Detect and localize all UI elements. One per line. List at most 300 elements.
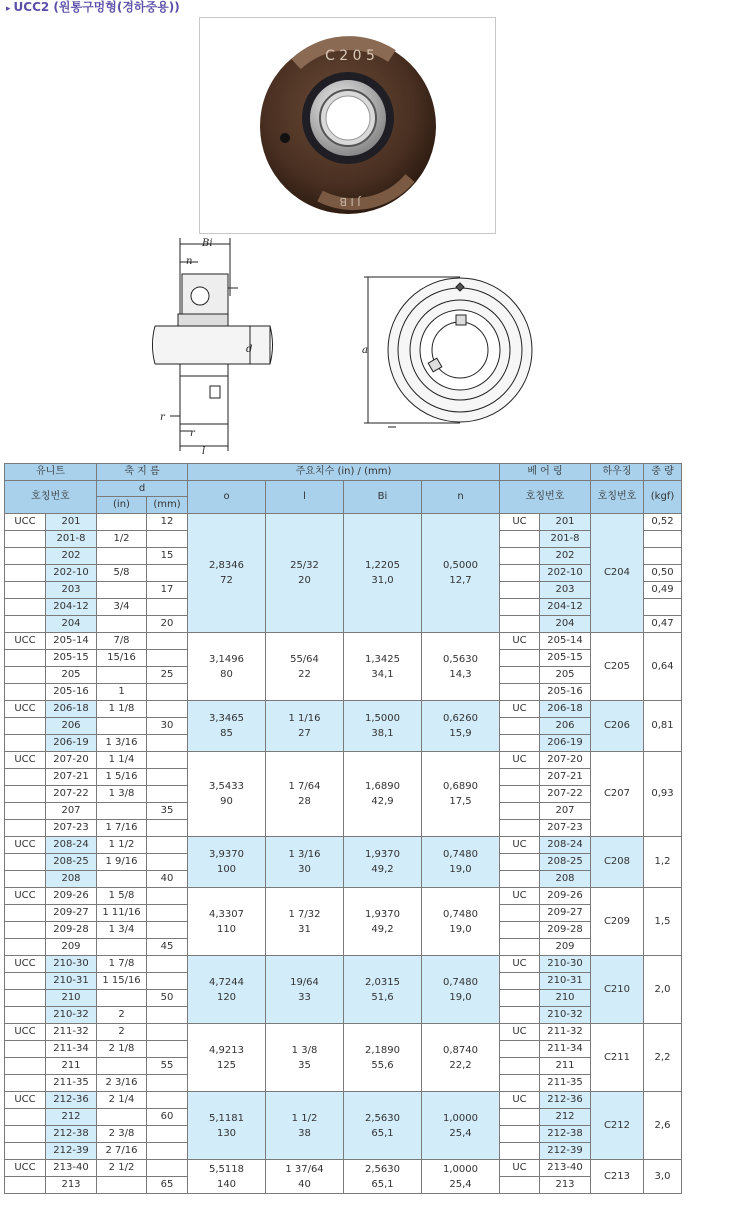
dimension-bi-inch: 1,9370	[365, 908, 400, 920]
header-l: l	[266, 481, 344, 514]
bearing-number-cell: 204-12	[540, 599, 591, 616]
dimension-bi-cell	[344, 956, 422, 1024]
unit-number-cell: 204-12	[46, 599, 97, 616]
label-a: a	[362, 345, 368, 356]
dimension-o-cell	[188, 837, 266, 888]
dimension-l-cell	[266, 1160, 344, 1194]
weight-cell	[644, 548, 682, 565]
unit-series-cell: UCC	[5, 888, 46, 905]
dimension-bi-inch: 2,0315	[365, 976, 400, 988]
table-row	[5, 752, 682, 769]
dimension-o-mm: 110	[216, 923, 237, 935]
dimension-n-mm: 22,2	[449, 1059, 472, 1071]
unit-number-cell: 212-38	[46, 1126, 97, 1143]
unit-number-cell: 208-24	[46, 837, 97, 854]
shaft-mm-cell	[147, 905, 188, 922]
housing-number-cell: C212	[591, 1092, 644, 1160]
bearing-series-cell	[500, 1126, 540, 1143]
bearing-series-cell	[500, 854, 540, 871]
dimension-bi-cell	[344, 888, 422, 956]
dimension-n-cell	[422, 956, 500, 1024]
shaft-inch-cell	[97, 514, 147, 531]
dimension-o-inch: 4,9213	[209, 1044, 244, 1056]
weight-cell	[644, 599, 682, 616]
dimension-n-cell	[422, 1024, 500, 1092]
unit-number-cell: 210-32	[46, 1007, 97, 1024]
dimension-o-inch: 3,1496	[209, 653, 244, 665]
shaft-inch-cell: 1 7/8	[97, 956, 147, 973]
dimension-l-mm: 38	[298, 1127, 311, 1139]
dimension-l-inch: 1 1/2	[291, 1112, 318, 1124]
shaft-inch-cell: 2	[97, 1007, 147, 1024]
bearing-series-cell	[500, 1058, 540, 1075]
dimension-l-mm: 35	[298, 1059, 311, 1071]
dimension-bi-cell	[344, 1024, 422, 1092]
shaft-mm-cell: 45	[147, 939, 188, 956]
shaft-mm-cell	[147, 1092, 188, 1109]
shaft-inch-cell: 1 5/8	[97, 888, 147, 905]
header-weight: 중 량	[644, 464, 682, 481]
shaft-mm-cell	[147, 837, 188, 854]
unit-number-cell: 202-10	[46, 565, 97, 582]
unit-number-cell: 211-35	[46, 1075, 97, 1092]
dimension-l-inch: 1 7/64	[288, 781, 321, 792]
shaft-mm-cell	[147, 565, 188, 582]
header-main-dimensions: 주요치수 (in) / (mm)	[188, 464, 500, 481]
dimension-bi-inch: 1,6890	[365, 781, 400, 792]
shaft-inch-cell: 1 1/2	[97, 837, 147, 854]
shaft-mm-cell	[147, 684, 188, 701]
shaft-inch-cell	[97, 803, 147, 820]
dimension-bi-inch: 1,5000	[365, 713, 400, 724]
dimension-l-cell	[266, 633, 344, 701]
dimension-o-inch: 4,7244	[209, 976, 244, 988]
dimension-bi-cell	[344, 1092, 422, 1160]
shaft-mm-cell	[147, 854, 188, 871]
bearing-series-cell	[500, 905, 540, 922]
bearing-series-cell: UC	[500, 888, 540, 905]
unit-series-cell	[5, 1177, 46, 1194]
bearing-number-cell: 201-8	[540, 531, 591, 548]
dimension-n-inch: 0,7480	[443, 976, 478, 988]
unit-number-cell: 209-28	[46, 922, 97, 939]
housing-number-cell: C207	[591, 752, 644, 837]
shaft-mm-cell: 30	[147, 718, 188, 735]
label-n: n	[186, 256, 193, 267]
bearing-series-cell	[500, 1143, 540, 1160]
bearing-number-cell: 204	[540, 616, 591, 633]
shaft-inch-cell: 2	[97, 1024, 147, 1041]
bearing-series-cell	[500, 548, 540, 565]
bearing-number-cell: 210-30	[540, 956, 591, 973]
bearing-series-cell	[500, 786, 540, 803]
unit-series-cell	[5, 769, 46, 786]
shaft-mm-cell	[147, 820, 188, 837]
shaft-mm-cell	[147, 786, 188, 803]
housing-number-cell: C213	[591, 1160, 644, 1194]
shaft-mm-cell	[147, 752, 188, 769]
bearing-number-cell: 206-18	[540, 701, 591, 718]
unit-number-cell: 207-21	[46, 769, 97, 786]
front-view-drawing	[360, 265, 540, 435]
shaft-inch-cell: 2 7/16	[97, 1143, 147, 1160]
triangle-right-icon: ▸	[6, 4, 11, 14]
shaft-mm-cell: 55	[147, 1058, 188, 1075]
bearing-series-cell	[500, 820, 540, 837]
shaft-inch-cell	[97, 1058, 147, 1075]
table-row	[5, 837, 682, 854]
shaft-inch-cell: 2 3/16	[97, 1075, 147, 1092]
dimension-o-inch: 5,1181	[209, 1112, 244, 1124]
bearing-number-cell: 213	[540, 1177, 591, 1194]
dimension-bi-mm: 51,6	[371, 991, 394, 1003]
bearing-series-cell	[500, 582, 540, 599]
unit-number-cell: 205-16	[46, 684, 97, 701]
bearing-number-cell: 209-26	[540, 888, 591, 905]
dimension-o-cell	[188, 633, 266, 701]
dimension-o-cell	[188, 1024, 266, 1092]
unit-series-cell: UCC	[5, 1160, 46, 1177]
shaft-mm-cell: 25	[147, 667, 188, 684]
dimension-o-mm: 100	[216, 864, 237, 875]
unit-number-cell: 205-15	[46, 650, 97, 667]
dimension-bi-cell	[344, 633, 422, 701]
unit-number-cell: 205-14	[46, 633, 97, 650]
bearing-series-cell: UC	[500, 701, 540, 718]
bearing-number-cell: 205-16	[540, 684, 591, 701]
dimension-o-mm: 72	[220, 575, 233, 586]
dimension-bi-cell	[344, 752, 422, 837]
unit-series-cell	[5, 599, 46, 616]
unit-number-cell: 209-27	[46, 905, 97, 922]
unit-series-cell	[5, 1041, 46, 1058]
unit-number-cell: 212	[46, 1109, 97, 1126]
dimension-l-cell	[266, 888, 344, 956]
bearing-number-cell: 211	[540, 1058, 591, 1075]
dimension-l-inch: 1 37/64	[285, 1163, 324, 1175]
shaft-inch-cell: 1	[97, 684, 147, 701]
dimension-n-mm: 15,9	[449, 728, 472, 739]
dimension-n-cell	[422, 1092, 500, 1160]
shaft-mm-cell	[147, 1160, 188, 1177]
bearing-number-cell: 213-40	[540, 1160, 591, 1177]
table-row	[5, 888, 682, 905]
bearing-number-cell: 208-24	[540, 837, 591, 854]
shaft-inch-cell: 2 1/2	[97, 1160, 147, 1177]
shaft-inch-cell: 1 1/4	[97, 752, 147, 769]
dimension-bi-mm: 65,1	[371, 1127, 394, 1139]
dimension-o-cell	[188, 752, 266, 837]
table-body	[5, 514, 682, 1194]
dimension-n-mm: 19,0	[449, 991, 472, 1003]
shaft-mm-cell	[147, 1143, 188, 1160]
bearing-series-cell	[500, 990, 540, 1007]
bearing-series-cell	[500, 1041, 540, 1058]
dimension-l-mm: 27	[298, 728, 311, 739]
shaft-inch-cell: 2 1/4	[97, 1092, 147, 1109]
weight-cell: 2,0	[644, 956, 682, 1024]
shaft-mm-cell	[147, 531, 188, 548]
unit-series-cell	[5, 616, 46, 633]
header-kgf: (kgf)	[644, 481, 682, 514]
shaft-mm-cell	[147, 956, 188, 973]
dimension-n-mm: 14,3	[449, 668, 472, 680]
bearing-series-cell	[500, 735, 540, 752]
dimension-bi-mm: 38,1	[371, 728, 394, 739]
weight-cell: 0,81	[644, 701, 682, 752]
weight-cell: 0,50	[644, 565, 682, 582]
bearing-number-cell: 201	[540, 514, 591, 531]
unit-series-cell: UCC	[5, 633, 46, 650]
unit-series-cell	[5, 718, 46, 735]
header-d: d	[97, 481, 188, 497]
shaft-mm-cell: 65	[147, 1177, 188, 1194]
unit-series-cell	[5, 1109, 46, 1126]
dimension-bi-inch: 1,3425	[365, 653, 400, 665]
unit-number-cell: 212-36	[46, 1092, 97, 1109]
bearing-number-cell: 205	[540, 667, 591, 684]
unit-number-cell: 205	[46, 667, 97, 684]
shaft-inch-cell: 15/16	[97, 650, 147, 667]
unit-number-cell: 201	[46, 514, 97, 531]
shaft-mm-cell	[147, 888, 188, 905]
bearing-series-cell	[500, 1177, 540, 1194]
dimension-bi-mm: 55,6	[371, 1059, 394, 1071]
unit-number-cell: 204	[46, 616, 97, 633]
dimension-n-inch: 1,0000	[443, 1112, 478, 1124]
dimension-n-cell	[422, 633, 500, 701]
dimension-o-mm: 140	[216, 1178, 237, 1190]
shaft-inch-cell: 5/8	[97, 565, 147, 582]
label-l: l	[202, 446, 206, 456]
dimension-n-mm: 25,4	[449, 1127, 472, 1139]
shaft-mm-cell	[147, 633, 188, 650]
dimension-o-cell	[188, 888, 266, 956]
dimension-o-inch: 3,5433	[209, 781, 244, 792]
dimension-o-inch: 3,3465	[209, 713, 244, 724]
table-row	[5, 956, 682, 973]
weight-cell: 2,6	[644, 1092, 682, 1160]
unit-number-cell: 210	[46, 990, 97, 1007]
dimension-bi-cell	[344, 837, 422, 888]
shaft-inch-cell: 2 3/8	[97, 1126, 147, 1143]
shaft-mm-cell: 12	[147, 514, 188, 531]
dimension-n-inch: 0,6260	[443, 713, 478, 724]
bearing-series-cell: UC	[500, 837, 540, 854]
housing-number-cell: C210	[591, 956, 644, 1024]
housing-number-cell: C211	[591, 1024, 644, 1092]
header-inch: (in)	[97, 497, 147, 514]
shaft-inch-cell: 1/2	[97, 531, 147, 548]
bearing-number-cell: 209-28	[540, 922, 591, 939]
unit-series-cell: UCC	[5, 837, 46, 854]
bearing-series-cell	[500, 1075, 540, 1092]
dimension-bi-cell	[344, 1160, 422, 1194]
shaft-mm-cell: 40	[147, 871, 188, 888]
shaft-mm-cell	[147, 1024, 188, 1041]
bearing-series-cell	[500, 616, 540, 633]
bearing-series-cell: UC	[500, 1024, 540, 1041]
shaft-mm-cell: 35	[147, 803, 188, 820]
dimension-l-mm: 31	[298, 923, 311, 935]
unit-series-cell: UCC	[5, 514, 46, 531]
shaft-inch-cell: 1 3/8	[97, 786, 147, 803]
dimension-l-inch: 1 3/16	[288, 849, 321, 860]
dimension-n-cell	[422, 837, 500, 888]
table-row	[5, 514, 682, 531]
bearing-number-cell: 208-25	[540, 854, 591, 871]
shaft-mm-cell: 20	[147, 616, 188, 633]
dimension-bi-mm: 49,2	[371, 923, 394, 935]
unit-number-cell: 210-30	[46, 956, 97, 973]
shaft-inch-cell	[97, 871, 147, 888]
dimension-o-inch: 2,8346	[209, 560, 244, 571]
dimension-o-inch: 4,3307	[209, 908, 244, 920]
bearing-series-cell	[500, 922, 540, 939]
unit-series-cell: UCC	[5, 1024, 46, 1041]
bearing-number-cell: 212-38	[540, 1126, 591, 1143]
bearing-series-cell	[500, 531, 540, 548]
dimension-l-cell	[266, 701, 344, 752]
housing-number-cell: C206	[591, 701, 644, 752]
unit-number-cell: 203	[46, 582, 97, 599]
dimension-l-inch: 19/64	[290, 976, 319, 988]
bearing-series-cell	[500, 973, 540, 990]
bearing-series-cell: UC	[500, 956, 540, 973]
page-title	[6, 0, 180, 16]
header-shaft-diameter: 축 지 름	[97, 464, 188, 481]
dimension-l-inch: 1 3/8	[291, 1044, 318, 1056]
bearing-number-cell: 209-27	[540, 905, 591, 922]
header-bearing-number: 호칭번호	[500, 481, 591, 514]
dimension-l-cell	[266, 956, 344, 1024]
bearing-number-cell: 206	[540, 718, 591, 735]
bearing-photo-graphic	[200, 18, 495, 233]
bearing-number-cell: 207-22	[540, 786, 591, 803]
label-r2: r	[190, 428, 195, 439]
dimension-o-cell	[188, 514, 266, 633]
table-row	[5, 1160, 682, 1177]
dimension-o-mm: 120	[216, 991, 237, 1003]
unit-series-cell	[5, 786, 46, 803]
label-d: d	[246, 344, 253, 355]
shaft-inch-cell: 1 9/16	[97, 854, 147, 871]
dimension-n-cell	[422, 752, 500, 837]
unit-series-cell: UCC	[5, 1092, 46, 1109]
unit-number-cell: 207-23	[46, 820, 97, 837]
bearing-number-cell: 207-20	[540, 752, 591, 769]
housing-number-cell: C208	[591, 837, 644, 888]
unit-number-cell: 210-31	[46, 973, 97, 990]
unit-series-cell	[5, 531, 46, 548]
page-title-text: UCC2 (원통구멍형(경하중용))	[13, 0, 180, 14]
bearing-number-cell: 211-34	[540, 1041, 591, 1058]
dimension-bi-mm: 65,1	[371, 1178, 394, 1190]
shaft-mm-cell: 50	[147, 990, 188, 1007]
dimension-n-mm: 12,7	[449, 575, 472, 586]
unit-series-cell	[5, 1126, 46, 1143]
unit-series-cell	[5, 820, 46, 837]
housing-mark-top: C 2 0 5	[325, 48, 375, 64]
shaft-inch-cell	[97, 1177, 147, 1194]
weight-cell: 3,0	[644, 1160, 682, 1194]
unit-series-cell	[5, 990, 46, 1007]
dimension-n-cell	[422, 1160, 500, 1194]
dimension-l-cell	[266, 514, 344, 633]
shaft-mm-cell	[147, 769, 188, 786]
dimension-n-inch: 0,8740	[443, 1044, 478, 1056]
unit-series-cell	[5, 922, 46, 939]
unit-number-cell: 202	[46, 548, 97, 565]
dimension-o-mm: 130	[216, 1127, 237, 1139]
unit-series-cell	[5, 854, 46, 871]
dimension-l-cell	[266, 752, 344, 837]
weight-cell	[644, 531, 682, 548]
bearing-series-cell: UC	[500, 1160, 540, 1177]
dimension-bi-mm: 34,1	[371, 668, 394, 680]
shaft-inch-cell: 1 5/16	[97, 769, 147, 786]
unit-number-cell: 213-40	[46, 1160, 97, 1177]
dimension-n-cell	[422, 701, 500, 752]
bearing-series-cell	[500, 939, 540, 956]
unit-series-cell	[5, 1075, 46, 1092]
housing-number-cell: C205	[591, 633, 644, 701]
table-row	[5, 1024, 682, 1041]
dimension-n-mm: 19,0	[449, 923, 472, 935]
header-o: o	[188, 481, 266, 514]
bearing-number-cell: 210	[540, 990, 591, 1007]
bearing-number-cell: 202-10	[540, 565, 591, 582]
unit-series-cell	[5, 735, 46, 752]
dimension-o-cell	[188, 1160, 266, 1194]
bearing-number-cell: 206-19	[540, 735, 591, 752]
bearing-number-cell: 207	[540, 803, 591, 820]
dimension-n-mm: 19,0	[449, 864, 472, 875]
shaft-inch-cell: 1 1/8	[97, 701, 147, 718]
housing-number-cell: C209	[591, 888, 644, 956]
dimension-l-cell	[266, 1092, 344, 1160]
shaft-inch-cell: 1 11/16	[97, 905, 147, 922]
unit-series-cell	[5, 1007, 46, 1024]
unit-number-cell: 209-26	[46, 888, 97, 905]
unit-series-cell: UCC	[5, 701, 46, 718]
shaft-mm-cell	[147, 922, 188, 939]
shaft-inch-cell	[97, 548, 147, 565]
bearing-number-cell: 212	[540, 1109, 591, 1126]
unit-series-cell: UCC	[5, 956, 46, 973]
dimension-o-mm: 80	[220, 668, 233, 680]
unit-number-cell: 207-22	[46, 786, 97, 803]
dimension-n-inch: 0,7480	[443, 908, 478, 920]
unit-number-cell: 206-18	[46, 701, 97, 718]
shaft-inch-cell	[97, 718, 147, 735]
bearing-series-cell	[500, 599, 540, 616]
bearing-number-cell: 207-21	[540, 769, 591, 786]
shaft-mm-cell	[147, 1126, 188, 1143]
shaft-inch-cell	[97, 990, 147, 1007]
unit-series-cell	[5, 1058, 46, 1075]
label-bi: Bi	[202, 238, 213, 249]
bearing-number-cell: 205-15	[540, 650, 591, 667]
dimension-l-cell	[266, 1024, 344, 1092]
header-mm: (mm)	[147, 497, 188, 514]
weight-cell: 0,93	[644, 752, 682, 837]
header-unit: 유니트	[5, 464, 97, 481]
dimension-l-mm: 33	[298, 991, 311, 1003]
dimension-l-cell	[266, 837, 344, 888]
dimension-l-mm: 22	[298, 668, 311, 680]
dimension-o-mm: 125	[216, 1059, 237, 1071]
